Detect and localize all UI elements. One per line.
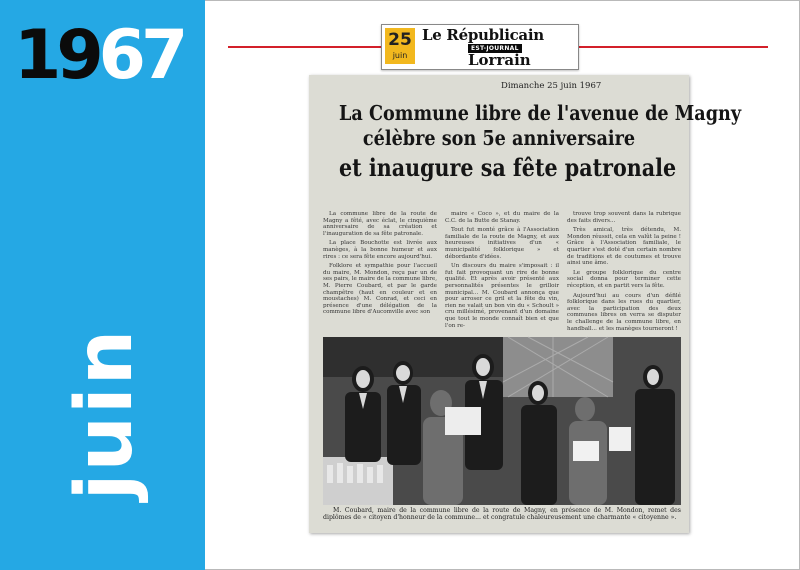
year-first-digits: 19 — [14, 16, 99, 95]
photo-caption: M. Coubard, maire de la commune libre de la route de Magny, en présence de M. Mondon, remet des diplômes de « citoyen d'honneur de la commune... et congratule chaleureusement une charmante « citoyenne ». — [323, 507, 681, 522]
paragraph: trouve trop souvent dans la rubrique des faits divers... — [567, 211, 681, 224]
paragraph: Aujourd'hui au cours d'un défilé folklorique dans les rues du quartier, avec la participation des deux communes libres on verra se disputer le challenge de la commune libre, en handball... et les manèges tourneront ! — [567, 292, 681, 332]
clipping-date: Dimanche 25 juin 1967 — [501, 81, 602, 91]
paragraph: Un discours du maire s'imposait : il fut fait provoquant un rire de bonne qualité. Et après avoir présenté aux personnalités présentes le grilloir municipal... M. Coubard annonça que pour arroser ce gril et la fête du vin, rien ne valait un bon vin du « Schoult » cru millésimé, provenant d'un domaine que tout le monde connaît bien et que l'on re- — [445, 263, 559, 329]
paragraph: maire « Coco », et du maire de la C.C. de la Butte de Stanay. — [445, 211, 559, 224]
newspaper-logo — [381, 24, 579, 70]
logo-month: juin — [392, 51, 408, 60]
article-headline — [313, 101, 742, 182]
year-last-digits: 67 — [98, 16, 184, 95]
paragraph: Tout fut monté grâce à l'Association familiale de la route de Magny, et aux heureuses initiatives d'un « municipalité folklorique » et débordante d'idées. — [445, 227, 559, 260]
logo-date-box — [385, 28, 415, 64]
paragraph: Le groupe folklorique du centre social donna pour terminer cette réception, et en partit vers la fête. — [567, 269, 681, 289]
logo-title-line1: Le Républicain — [422, 26, 544, 44]
photo-illustration — [323, 337, 681, 505]
newspaper-clipping — [309, 75, 742, 533]
year-label — [14, 16, 184, 95]
headline-line3: et inaugure sa fête patronale — [339, 153, 677, 182]
article-photo — [323, 337, 681, 505]
logo-day: 25 — [388, 30, 412, 50]
logo-title-line2: Lorrain — [468, 51, 531, 69]
month-label: juin — [60, 327, 150, 501]
paragraph: La place Bouchotte est livrée aux manèges, à la bonne humeur et aux rires : ce sera fête encore aujourd'hui. — [323, 240, 437, 260]
paragraph: Très amical, très détendu, M. Mondon réussit, cela en valût la peine ! Grâce à l'Association familiale, le quartier s'est doté d'un certain nombre de traditions et de coutumes et trouve ainsi une âme. — [567, 227, 681, 267]
headline-line2: célèbre son 5e anniversaire — [362, 126, 636, 150]
paragraph: Folklore et sympathie pour l'accueil du maire, M. Mondon, reçu par un de ses pairs, le maire de la commune libre, M. Pierre Coubard, et par le garde champêtre (haut en couleur et en moustaches) M. Conrad, et ceci en présence d'une délégation de la commune libre d'Aucomville avec son — [323, 263, 437, 316]
headline-line1: La Commune libre de l'avenue de Magny — [339, 101, 742, 125]
calendar-band — [0, 0, 205, 570]
logo-badge: EST-JOURNAL — [468, 44, 522, 53]
paragraph: La commune libre de la route de Magny a fêté, avec éclat, le cinquième anniversaire de sa création et l'inauguration de sa fête patronale. — [323, 211, 437, 237]
